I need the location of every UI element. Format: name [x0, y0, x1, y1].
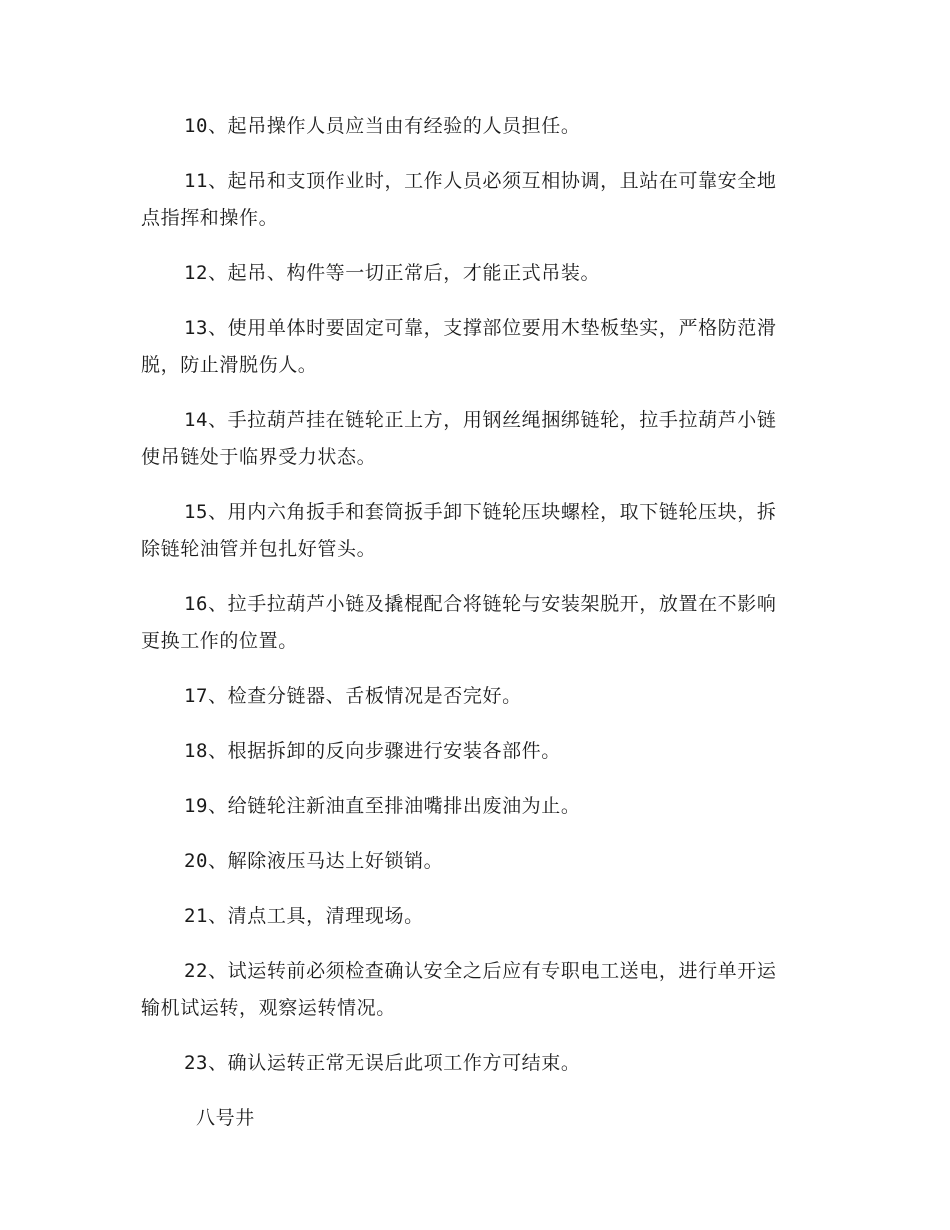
step-20: 20、解除液压马达上好锁销。	[184, 850, 444, 872]
step-18: 18、根据拆卸的反向步骤进行安装各部件。	[184, 740, 561, 762]
step-22: 22、试运转前必须检查确认安全之后应有专职电工送电，进行单开运输机试运转，观察运转情况。	[141, 960, 777, 1019]
step-19: 19、给链轮注新油直至排油嘴排出废油为止。	[184, 795, 581, 817]
step-13: 13、使用单体时要固定可靠，支撑部位要用木垫板垫实，严格防范滑脱，防止滑脱伤人。	[141, 317, 777, 376]
step-23: 23、确认运转正常无误后此项工作方可结束。	[184, 1052, 581, 1074]
step-14: 14、手拉葫芦挂在链轮正上方，用钢丝绳捆绑链轮，拉手拉葫芦小链使吊链处于临界受力状态。	[141, 409, 777, 468]
step-12: 12、起吊、构件等一切正常后，才能正式吊装。	[184, 262, 601, 284]
step-10: 10、起吊操作人员应当由有经验的人员担任。	[184, 115, 581, 137]
signature: 八号井	[196, 1107, 255, 1129]
step-15: 15、用内六角扳手和套筒扳手卸下链轮压块螺栓，取下链轮压块，拆除链轮油管并包扎好管头。	[141, 501, 777, 560]
step-21: 21、清点工具，清理现场。	[184, 905, 424, 927]
step-11: 11、起吊和支顶作业时，工作人员必须互相协调，且站在可靠安全地点指挥和操作。	[141, 170, 777, 229]
document-body	[141, 108, 796, 1137]
step-17: 17、检查分链器、舌板情况是否完好。	[184, 685, 522, 707]
step-16: 16、拉手拉葫芦小链及撬棍配合将链轮与安装架脱开，放置在不影响更换工作的位置。	[141, 593, 777, 652]
